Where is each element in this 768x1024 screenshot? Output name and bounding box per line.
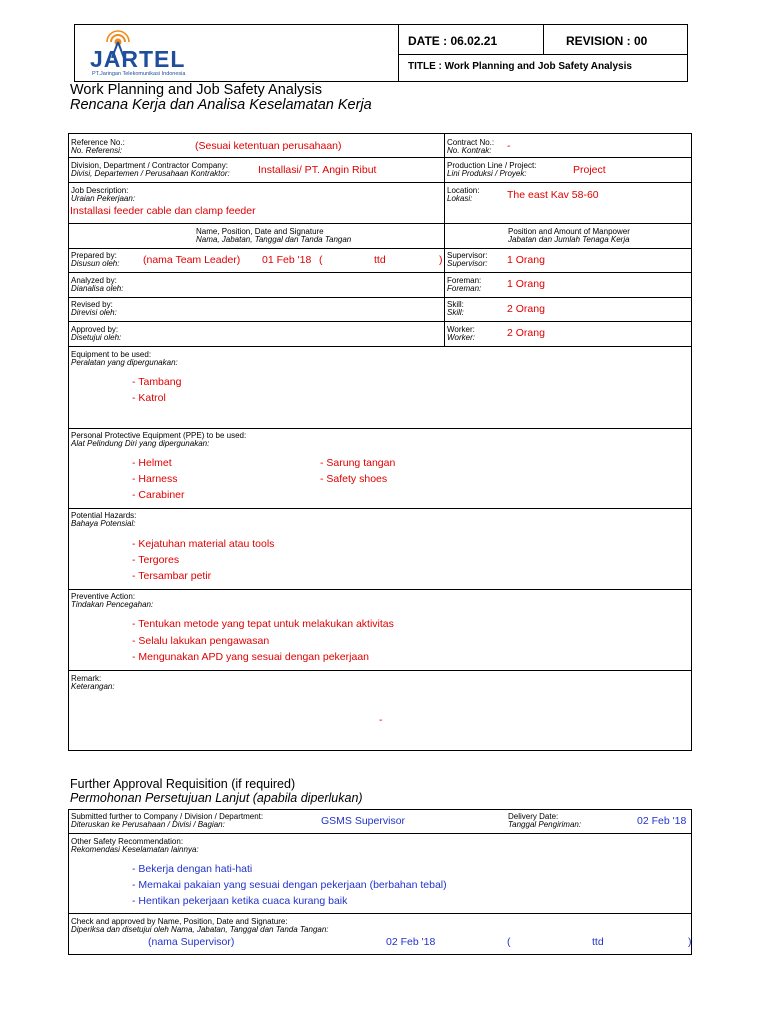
check-approved-signature: ttd bbox=[592, 936, 604, 948]
delivery-date-value: 02 Feb '18 bbox=[637, 815, 687, 827]
hazard-item: - Tergores bbox=[132, 554, 180, 566]
prepared-by-date: 01 Feb '18 bbox=[262, 254, 312, 266]
manpower-column-header: Position and Amount of Manpower Jabatan dan Jumlah Tenaga Kerja bbox=[508, 227, 630, 244]
worker-value: 2 Orang bbox=[507, 327, 545, 339]
approved-by-label: Approved by: Disetujui oleh: bbox=[71, 325, 122, 342]
supervisor-label: Supervisor: Supervisor: bbox=[447, 251, 488, 268]
ppe-item: - Helmet bbox=[132, 457, 172, 469]
division-label: Division, Department / Contractor Company: Divisi, Departemen / Perusahaan Kontraktor: bbox=[71, 161, 230, 178]
hazard-item: - Kejatuhan material atau tools bbox=[132, 538, 275, 550]
check-approved-name: (nama Supervisor) bbox=[148, 936, 235, 948]
approval-title: Further Approval Requisition (if required) bbox=[70, 777, 296, 791]
analyzed-by-label: Analyzed by: Dianalisa oleh: bbox=[71, 276, 124, 293]
preventive-item: - Selalu lakukan pengawasan bbox=[132, 635, 270, 647]
contract-value: - bbox=[507, 140, 511, 152]
hazard-item: - Tersambar petir bbox=[132, 570, 212, 582]
skill-value: 2 Orang bbox=[507, 303, 545, 315]
logo-wordmark: JARTEL bbox=[90, 46, 186, 72]
submitted-to-label: Submitted further to Company / Division / Department: Diteruskan ke Perusahaan / Divisi / Bagian: bbox=[71, 812, 264, 829]
page-title: Work Planning and Job Safety Analysis bbox=[70, 82, 323, 98]
doc-date: DATE : 06.02.21 bbox=[408, 34, 498, 48]
prepared-by-name: (nama Team Leader) bbox=[143, 254, 241, 266]
location-value: The east Kav 58-60 bbox=[507, 189, 599, 201]
recommendation-item: - Hentikan pekerjaan ketika cuaca kurang baik bbox=[132, 895, 348, 907]
other-recommendation-label: Other Safety Recommendation: Rekomendasi Keselamatan lainnya: bbox=[71, 837, 199, 854]
preventive-label: Preventive Action: Tindakan Pencegahan: bbox=[71, 592, 154, 609]
check-approved-open-paren: ( bbox=[507, 936, 511, 948]
ppe-item: - Carabiner bbox=[132, 489, 185, 501]
production-label: Production Line / Project: Lini Produksi / Proyek: bbox=[447, 161, 537, 178]
recommendation-item: - Bekerja dengan hati-hati bbox=[132, 863, 253, 875]
prepared-by-open-paren: ( bbox=[319, 254, 323, 266]
check-approved-label: Check and approved by Name, Position, Date and Signature: Diperiksa dan disetujui oleh Nama, Jabatan, Tanggal dan Tanda Tangan: bbox=[71, 917, 329, 934]
company-logo bbox=[88, 28, 208, 80]
reference-label: Reference No.: No. Referensi: bbox=[71, 138, 125, 155]
submitted-to-value: GSMS Supervisor bbox=[321, 815, 406, 827]
equipment-item: - Tambang bbox=[132, 376, 182, 388]
signature-column-header: Name, Position, Date and Signature Nama, Jabatan, Tanggal dan Tanda Tangan bbox=[196, 227, 352, 244]
preventive-item: - Mengunakan APD yang sesuai dengan pekerjaan bbox=[132, 651, 369, 663]
equipment-item: - Katrol bbox=[132, 392, 166, 404]
revised-by-label: Revised by: Direvisi oleh: bbox=[71, 300, 117, 317]
remark-value: - bbox=[379, 714, 383, 726]
doc-title-field: TITLE : Work Planning and Job Safety Analysis bbox=[408, 61, 632, 72]
recommendation-item: - Memakai pakaian yang sesuai dengan pekerjaan (berbahan tebal) bbox=[132, 879, 447, 891]
equipment-label: Equipment to be used: Peralatan yang dipergunakan: bbox=[71, 350, 178, 367]
logo-subtitle: PT.Jaringan Telekomunikasi Indonesia bbox=[92, 71, 186, 77]
ppe-label: Personal Protective Equipment (PPE) to be used: Alat Pelindung Diri yang dipergunakan: bbox=[71, 431, 247, 448]
job-description-label: Job Description: Uraian Pekerjaan: bbox=[71, 186, 136, 203]
delivery-date-label: Delivery Date: Tanggal Pengiriman: bbox=[508, 812, 582, 829]
prepared-by-close-paren: ) bbox=[439, 254, 443, 266]
prepared-by-label: Prepared by: Disusun oleh: bbox=[71, 251, 120, 268]
check-approved-date: 02 Feb '18 bbox=[386, 936, 436, 948]
skill-label: Skill: Skill: bbox=[447, 300, 464, 317]
ppe-item: - Harness bbox=[132, 473, 178, 485]
check-approved-close-paren: ) bbox=[688, 936, 692, 948]
contract-label: Contract No.: No. Kontrak: bbox=[447, 138, 495, 155]
hazards-label: Potential Hazards: Bahaya Potensial: bbox=[71, 511, 137, 528]
location-label: Location: Lokasi: bbox=[447, 186, 480, 203]
page-title-translation: Rencana Kerja dan Analisa Keselamatan Kerja bbox=[70, 97, 372, 113]
ppe-item: - Sarung tangan bbox=[320, 457, 396, 469]
preventive-item: - Tentukan metode yang tepat untuk melakukan aktivitas bbox=[132, 618, 394, 630]
prepared-by-signature: ttd bbox=[374, 254, 386, 266]
remark-label: Remark: Keterangan: bbox=[71, 674, 115, 691]
division-value: Installasi/ PT. Angin Ribut bbox=[258, 164, 377, 176]
ppe-item: - Safety shoes bbox=[320, 473, 388, 485]
production-value: Project bbox=[573, 164, 606, 176]
job-description-value: Installasi feeder cable dan clamp feeder bbox=[70, 205, 256, 217]
reference-value: (Sesuai ketentuan perusahaan) bbox=[195, 140, 342, 152]
approval-title-translation: Permohonan Persetujuan Lanjut (apabila diperlukan) bbox=[70, 791, 363, 805]
foreman-label: Foreman: Foreman: bbox=[447, 276, 482, 293]
supervisor-value: 1 Orang bbox=[507, 254, 545, 266]
foreman-value: 1 Orang bbox=[507, 278, 545, 290]
worker-label: Worker: Worker: bbox=[447, 325, 475, 342]
doc-revision: REVISION : 00 bbox=[566, 34, 648, 48]
